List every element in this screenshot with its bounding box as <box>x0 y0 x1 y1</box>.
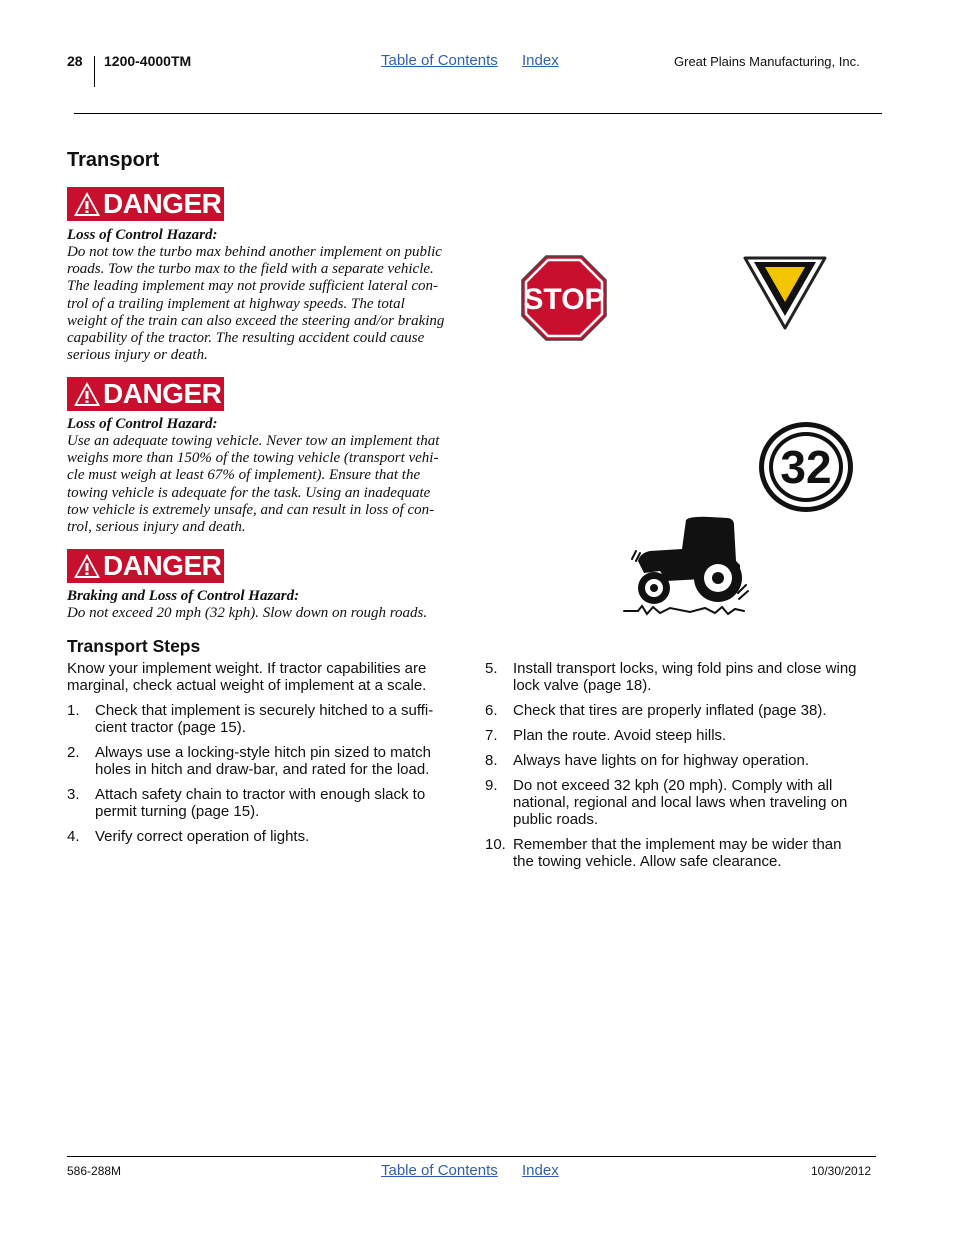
hazard-text-3: Do not exceed 20 mph (32 kph). Slow down on rough roads. <box>67 605 428 621</box>
hazard-title-1: Loss of Control Hazard: <box>67 227 218 243</box>
toc-link-header[interactable]: Table of Contents <box>381 52 498 69</box>
stop-sign-icon <box>521 255 607 341</box>
steps-title: Transport Steps <box>67 636 201 656</box>
warning-triangle-icon <box>73 381 101 407</box>
danger-word: DANGER <box>103 378 222 409</box>
speed-sign-text: 32 <box>780 441 832 493</box>
footer-rule <box>67 1156 876 1157</box>
section-title: Transport <box>67 149 160 171</box>
hazard-text-1: Do not tow the turbo max behind another implement on public roads. Tow the turbo max to the field with a separate vehicle. The leading implement may not provide sufficient lateral con- trol of a trailing implement at highway speeds. The total weight of the train can also exceed the steering and/or braking capability of the tractor. The resulting accident could cause serious injury or death. <box>67 244 445 364</box>
stop-sign-text: STOP <box>523 283 605 316</box>
toc-link-footer[interactable]: Table of Contents <box>381 1162 498 1179</box>
header-rule <box>74 113 882 114</box>
danger-word: DANGER <box>103 550 222 581</box>
tractor-rough-road-icon <box>620 515 752 618</box>
yield-sign-icon <box>743 256 827 330</box>
doc-id: 1200-4000TM <box>104 53 192 69</box>
danger-word: DANGER <box>103 188 222 219</box>
hazard-text-2: Use an adequate towing vehicle. Never tow an implement that weighs more than 150% of the towing vehicle (transport vehi- cle must weigh at least 67% of implement). Ensure that the towing vehicle is adequate for the task. Using an inadequate tow vehicle is extremely unsafe, and can result in loss of con- trol, serious injury and death. <box>67 433 440 536</box>
intro-paragraph: Know your implement weight. If tractor capabilities are marginal, check actual weight of implement at a scale. <box>67 660 427 694</box>
hazard-title-2: Loss of Control Hazard: <box>67 416 218 432</box>
warning-triangle-icon <box>73 191 101 217</box>
part-number: 586-288M <box>67 1164 122 1178</box>
header-divider <box>94 56 95 87</box>
page-number: 28 <box>67 53 83 69</box>
hazard-title-3: Braking and Loss of Control Hazard: <box>67 588 300 604</box>
danger-label-3 <box>67 549 224 583</box>
footer-date: 10/30/2012 <box>811 1164 872 1178</box>
index-link-header[interactable]: Index <box>522 52 559 69</box>
danger-label-2 <box>67 377 224 411</box>
speed-limit-sign-icon <box>757 420 855 514</box>
danger-label-1 <box>67 187 224 221</box>
warning-triangle-icon <box>73 553 101 579</box>
company-name: Great Plains Manufacturing, Inc. <box>674 54 860 69</box>
index-link-footer[interactable]: Index <box>522 1162 559 1179</box>
